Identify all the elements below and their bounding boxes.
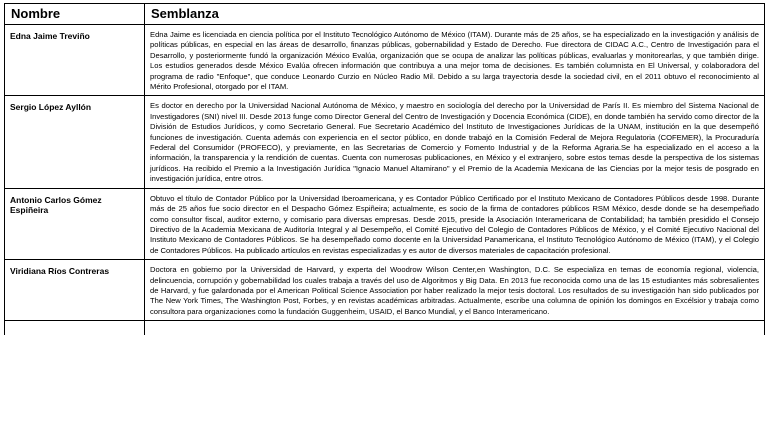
document-page	[4, 3, 764, 335]
table-row	[5, 96, 765, 188]
header-bio: Semblanza	[145, 4, 765, 25]
row-name: Antonio Carlos Gómez Espiñeira	[5, 188, 145, 259]
empty-cell	[5, 321, 145, 336]
table-row	[5, 25, 765, 96]
table-header-row	[5, 4, 765, 25]
table-row-empty	[5, 321, 765, 336]
header-name: Nombre	[5, 4, 145, 25]
row-name: Edna Jaime Treviño	[5, 25, 145, 96]
row-bio: Doctora en gobierno por la Universidad de Harvard, y experta del Woodrow Wilson Center,en Washington, D.C. Se especializa en temas de economía regional, violencia, delincuencia, corrupción y gobernabilidad los cuales trabaja a través del uso de Algoritmos y Big Data. En 2013 fue reconocida como una de las 15 estudiantes más sobresalientes de Harvard, y fue galardonada por el American Political Science Association por haber realizado la mejor tesis doctoral. Los resultados de su investigación han sido publicados por The New York Times, The Washington Post, Forbes, y en revistas académicas arbitradas. Actualmente, escribe una columna de opinión los domingos en Excélsior y trabaja como consultora para organizaciones como la fundación Guggenheim, USAID, el Banco Mundial, y el Banco Interamericano.	[145, 260, 765, 321]
table-row	[5, 188, 765, 259]
empty-cell	[145, 321, 765, 336]
biographies-table	[4, 3, 765, 335]
row-bio: Obtuvo el título de Contador Público por la Universidad Iberoamericana, y es Contador Público Certificado por el Instituto Mexicano de Contadores Públicos desde 1998. Durante más de 25 años fue socio director en el Despacho Gómez Espiñeira; actualmente, es socio de la firma de contadores públicos RSM México, desde donde se ha desempeñado como consultor fiscal, auditor externo, y comisario para diversas empresas. Desde 2015, preside la Asociación Interamericana de Contabilidad; ha también presidido el Consejo Directivo de la Academia Mexicana de Auditoría Integral y al Desempeño, el Comité Ejecutivo del Colegio de Contadores Públicos de México, y el Comité Ejecutivo Nacional del Instituto Mexicano de Contadores Públicos. Se ha desempeñado como docente en la Universidad Panamericana, el Instituto Tecnológico Autónomo de México (ITAM), y el Colegio de Contadores Públicos. Ha publicado artículos en revistas especializadas y es autor de diversos materiales de capacitación profesional.	[145, 188, 765, 259]
row-bio: Es doctor en derecho por la Universidad Nacional Autónoma de México, y maestro en sociología del derecho por la Universidad de París II. Es miembro del Sistema Nacional de Investigadores (SNI) nivel III. Desde 2013 funge como Director General del Centro de Investigación y Docencia Económica (CIDE), en donde también ha servido como director de la División de Estudios Jurídicos, y como Secretario General. Fue Secretario Académico del Instituto de Investigaciones Jurídicas de la UNAM, institución en la que desempeñó funciones de investigación. Cuenta además con experiencia en el sector público, en donde trabajó en la Comisión Federal de Mejora Regulatoria (COFEMER), la Procuraduría Federal del Consumidor (PROFECO), y previamente, en las Secretarias de Comercio y Fomento Industrial y de la Reforma Agraria.Se ha especializado en el acceso a la información, la transparencia y la rendición de cuentas. Cuenta con numerosas publicaciones, en México y el extranjero, sobre estos temas desde la perspectiva de los sistemas jurídicos. Ha recibido el Premio a la Investigación Jurídica "Ignacio Manuel Altamirano" y el Premio de la Academia Mexicana de las Ciencias por la mejor tesis de posgrado en investigación jurídica, entre otros.	[145, 96, 765, 188]
row-name: Viridiana Ríos Contreras	[5, 260, 145, 321]
table-row	[5, 260, 765, 321]
row-bio: Edna Jaime es licenciada en ciencia política por el Instituto Tecnológico Autónomo de México (ITAM). Durante más de 25 años, se ha especializado en la investigación y análisis de políticas públicas, en especial en las áreas de desarrollo, finanzas públicas, gobernabilidad y Estado de Derecho. Fue directora de CIDAC A.C., Centro de Investigación para el Desarrollo, y posteriormente fundó la organización México Evalúa, organización que se ocupa de analizar las políticas públicas, evaluarlas y monitorearlas, y que también dirige. Los estudios generados desde México Evalúa ofrecen información que contribuya a una mejor toma de decisiones. Es también columnista en El Universal, y colaboradora del programa de radio "Enfoque", que conduce Leonardo Curzio en Núcleo Radio Mil. Debido a su larga trayectoria desde la sociedad civil, en el 2011 obtuvo el reconocimiento al Mérito Profesional, otorgado por el ITAM.	[145, 25, 765, 96]
row-name: Sergio López Ayllón	[5, 96, 145, 188]
